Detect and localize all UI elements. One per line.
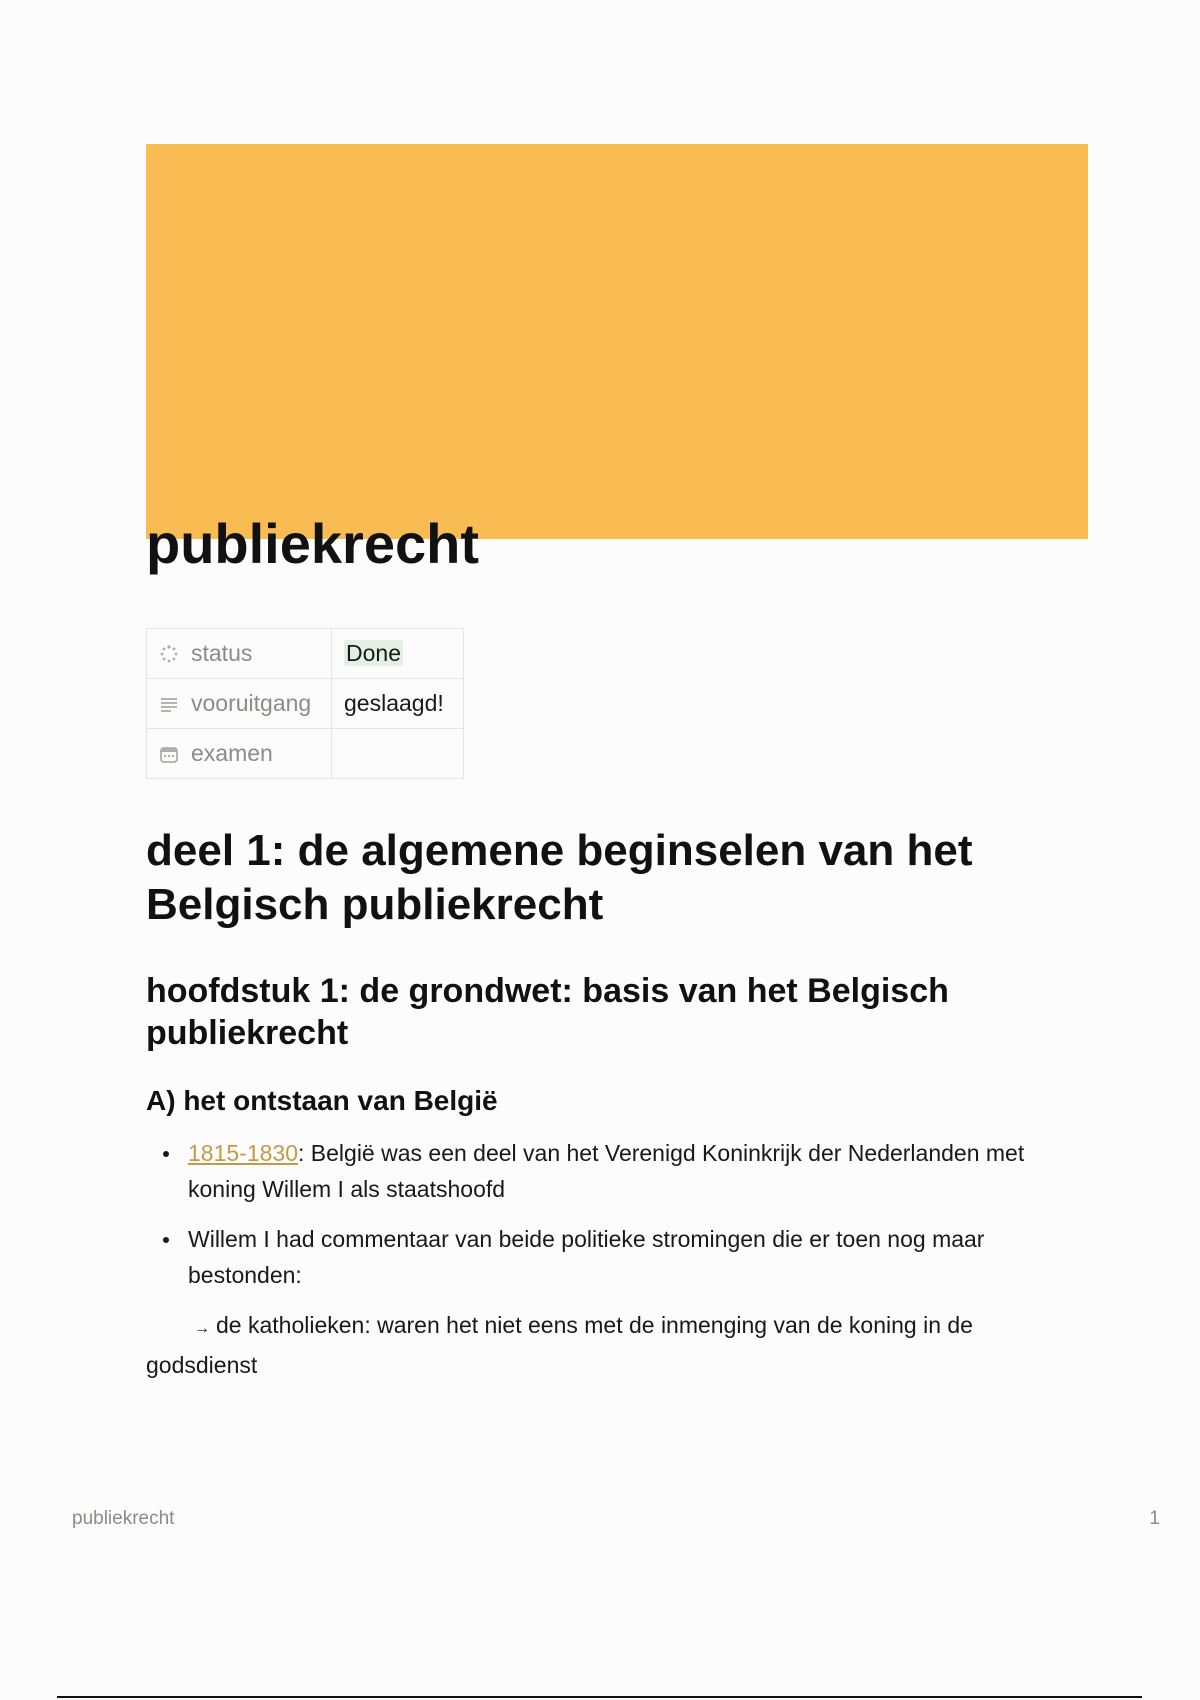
list-item-text: : België was een deel van het Verenigd Koninkrijk der Nederlanden met koning Willem I als staatshoofd bbox=[188, 1140, 1025, 1202]
cover-image bbox=[146, 144, 1088, 539]
text-lines-icon bbox=[159, 694, 179, 714]
date-link[interactable]: 1815-1830 bbox=[188, 1140, 298, 1166]
status-loader-icon bbox=[159, 644, 179, 664]
property-value-cell[interactable] bbox=[332, 729, 464, 779]
properties-table bbox=[146, 628, 464, 779]
property-key: vooruitgang bbox=[191, 690, 312, 716]
status-tag[interactable]: Done bbox=[346, 640, 401, 666]
arrow-right-icon: → bbox=[194, 1320, 210, 1337]
property-row-vooruitgang bbox=[147, 679, 464, 729]
property-key-cell bbox=[147, 679, 332, 729]
page-number: 1 bbox=[1149, 1508, 1160, 1529]
page-divider bbox=[57, 1696, 1142, 1698]
property-value-cell[interactable] bbox=[332, 679, 464, 729]
heading-ontstaan-belgie: A) het ontstaan van België bbox=[146, 1085, 498, 1116]
property-key-cell bbox=[147, 729, 332, 779]
property-value-cell[interactable] bbox=[332, 629, 464, 679]
bullet-list bbox=[146, 1135, 1086, 1307]
page-title: publiekrecht bbox=[146, 512, 479, 575]
property-row-status bbox=[147, 629, 464, 679]
list-item-text: Willem I had commentaar van beide politieke stromingen die er toen nog maar bestonden: bbox=[188, 1226, 985, 1288]
footer-title: publiekrecht bbox=[72, 1508, 175, 1529]
arrow-paragraph-text: de katholieken: waren het niet eens met de inmenging van de koning in de godsdienst bbox=[146, 1312, 973, 1378]
property-value: geslaagd! bbox=[344, 690, 444, 716]
property-key: status bbox=[191, 640, 253, 666]
calendar-icon bbox=[159, 744, 179, 764]
arrow-paragraph bbox=[146, 1307, 1086, 1383]
heading-hoofdstuk-1: hoofdstuk 1: de grondwet: basis van het Belgisch publiekrecht bbox=[146, 972, 949, 1052]
list-item bbox=[146, 1135, 1086, 1207]
property-row-examen bbox=[147, 729, 464, 779]
property-key-cell bbox=[147, 629, 332, 679]
heading-deel-1: deel 1: de algemene beginselen van het Belgisch publiekrecht bbox=[146, 826, 973, 929]
property-key: examen bbox=[191, 740, 273, 766]
list-item bbox=[146, 1221, 1086, 1293]
